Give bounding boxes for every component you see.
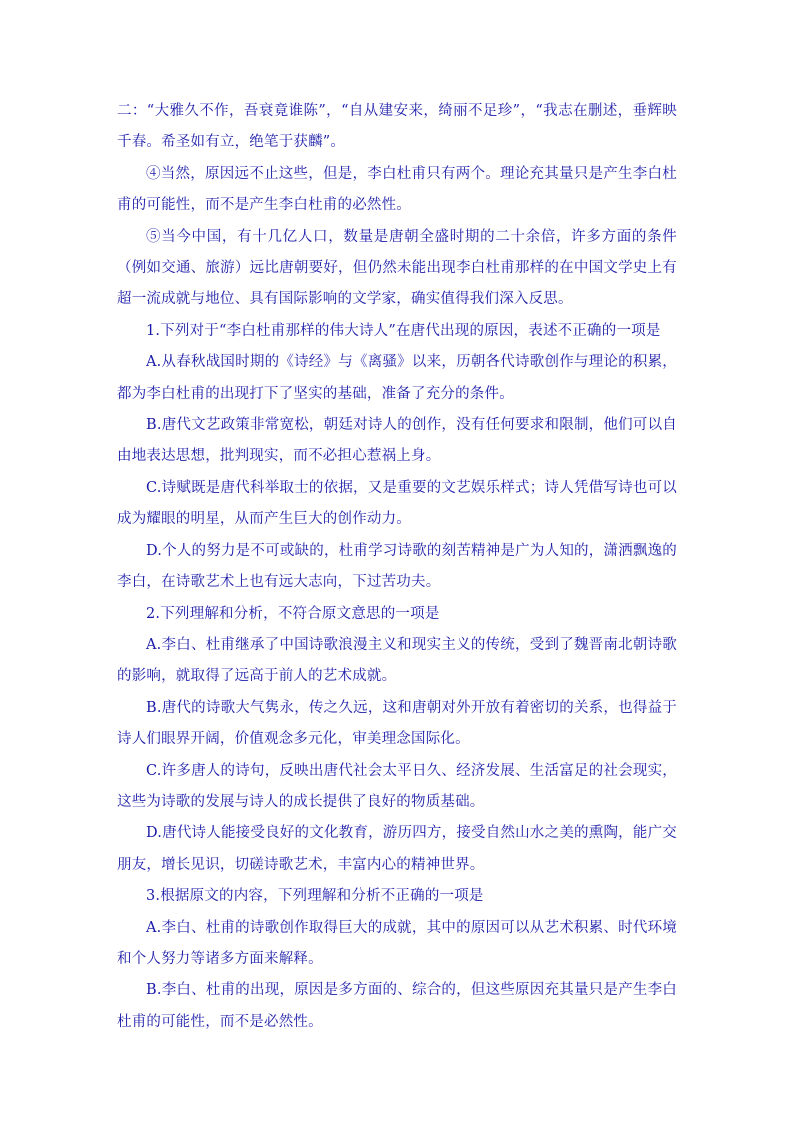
question-1-option-a: A.从春秋战国时期的《诗经》与《离骚》以来，历朝各代诗歌创作与理论的积累，都为李白杜甫的出现打下了坚实的基础，准备了充分的条件。	[117, 354, 677, 402]
question-2-option-b: B.唐代的诗歌大气隽永，传之久远，这和唐朝对外开放有着密切的关系，也得益于诗人们眼界开阔，价值观念多元化，审美理念国际化。	[117, 699, 677, 748]
question-2-option-a: A.李白、杜甫继承了中国诗歌浪漫主义和现实主义的传统，受到了魏晋南北朝诗歌的影响，就取得了远高于前人的艺术成就。	[117, 636, 677, 685]
paragraph-quotes: 二：“大雅久不作，吾衰竟谁陈”，“自从建安来，绮丽不足珍”，“我志在删述，垂辉映千春。希圣如有立，绝笔于获麟”。	[117, 103, 677, 151]
document-body	[117, 96, 677, 1038]
question-2: 2.下列理解和分析，不符合原文意思的一项是	[146, 605, 440, 622]
question-1: 1.下列对于“李白杜甫那样的伟大诗人”在唐代出现的原因，表述不正确的一项是	[146, 322, 661, 339]
question-2-option-c: C.许多唐人的诗句，反映出唐代社会太平日久、经济发展、生活富足的社会现实，这些为诗歌的发展与诗人的成长提供了良好的物质基础。	[117, 762, 677, 810]
question-3-option-a: A.李白、杜甫的诗歌创作取得巨大的成就，其中的原因可以从艺术积累、时代环境和个人努力等诸多方面来解释。	[117, 919, 677, 967]
paragraph-4: ④当然，原因远不止这些，但是，李白杜甫只有两个。理论充其量只是产生李白杜甫的可能性，而不是产生李白杜甫的必然性。	[117, 165, 677, 214]
question-3-option-b: B.李白、杜甫的出现，原因是多方面的、综合的，但这些原因充其量只是产生李白杜甫的可能性，而不是必然性。	[117, 982, 677, 1030]
paragraph-5: ⑤当今中国，有十几亿人口，数量是唐朝全盛时期的二十余倍，许多方面的条件（例如交通、旅游）远比唐朝要好，但仍然未能出现李白杜甫那样的在中国文学史上有超一流成就与地位、具有国际影响的文学家，确实值得我们深入反思。	[117, 228, 677, 308]
question-1-option-d: D.个人的努力是不可或缺的，杜甫学习诗歌的刻苦精神是广为人知的，潇洒飘逸的李白，在诗歌艺术上也有远大志向，下过苦功夫。	[117, 542, 677, 591]
question-2-option-d: D.唐代诗人能接受良好的文化教育，游历四方，接受自然山水之美的熏陶，能广交朋友，增长见识，切磋诗歌艺术，丰富内心的精神世界。	[117, 825, 677, 873]
question-1-option-c: C.诗赋既是唐代科举取士的依据，又是重要的文艺娱乐样式；诗人凭借写诗也可以成为耀眼的明星，从而产生巨大的创作动力。	[117, 479, 677, 528]
question-1-option-b: B.唐代文艺政策非常宽松，朝廷对诗人的创作，没有任何要求和限制，他们可以自由地表达思想，批判现实，而不必担心惹祸上身。	[117, 417, 677, 465]
question-3: 3.根据原文的内容，下列理解和分析不正确的一项是	[146, 888, 484, 905]
